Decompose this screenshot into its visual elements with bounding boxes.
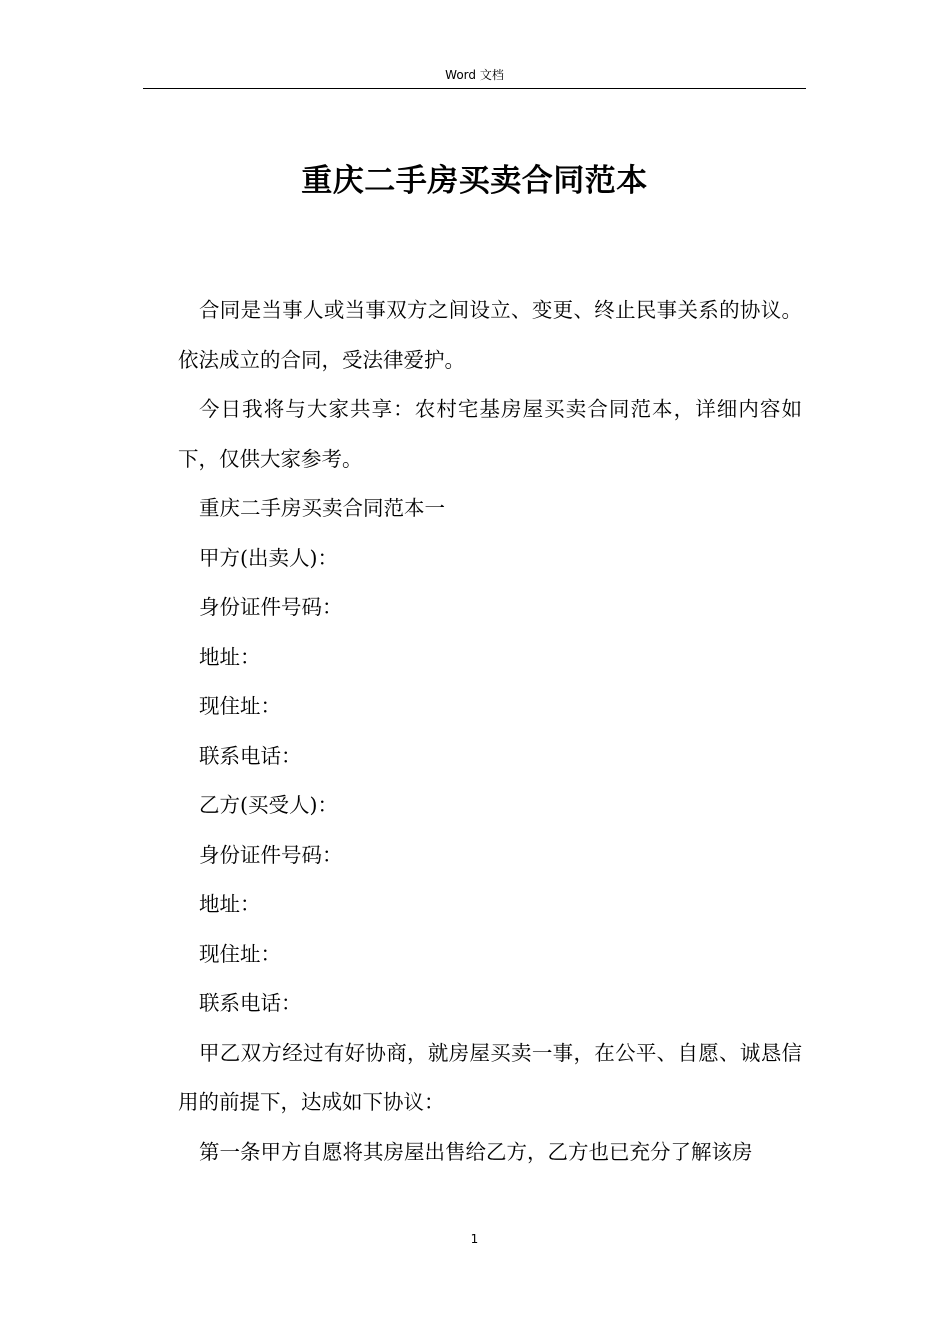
party-a-current-address-label: 现住址： (199, 694, 281, 718)
party-b-current-address-label: 现住址： (199, 941, 281, 966)
document-title: 重庆二手房买卖合同范本 (301, 163, 648, 199)
paragraph-share: 今日我将与大家共享：农村宅基房屋买卖合同范本，详细内容如下，仅供大家参考。 (178, 397, 802, 471)
party-a-phone-label: 联系电话： (199, 743, 302, 768)
party-b-id-label: 身份证件号码： (199, 842, 343, 867)
agreement-preamble: 甲乙双方经过有好协商，就房屋买卖一事，在公平、自愿、诚恳信用的前提下，达成如下协议： (178, 1040, 802, 1114)
party-a-label: 甲方(出卖人)： (199, 545, 338, 570)
party-a-address-label: 地址： (199, 644, 261, 669)
article-one: 第一条甲方自愿将其房屋出售给乙方，乙方也已充分了解该房 (199, 1139, 753, 1164)
party-b-phone-label: 联系电话： (199, 991, 302, 1015)
section-heading: 重庆二手房买卖合同范本一 (199, 496, 445, 520)
party-a-id-label: 身份证件号码： (199, 595, 343, 619)
page-header (143, 66, 806, 89)
party-b-address-label: 地址： (199, 892, 261, 916)
party-b-label: 乙方(买受人)： (199, 793, 338, 817)
paragraph-intro: 合同是当事人或当事双方之间设立、变更、终止民事关系的协议。依法成立的合同，受法律爱护。 (178, 298, 802, 372)
document-body (178, 286, 802, 1177)
header-text: Word 文档 (445, 68, 504, 82)
page-number: 1 (470, 1232, 479, 1246)
